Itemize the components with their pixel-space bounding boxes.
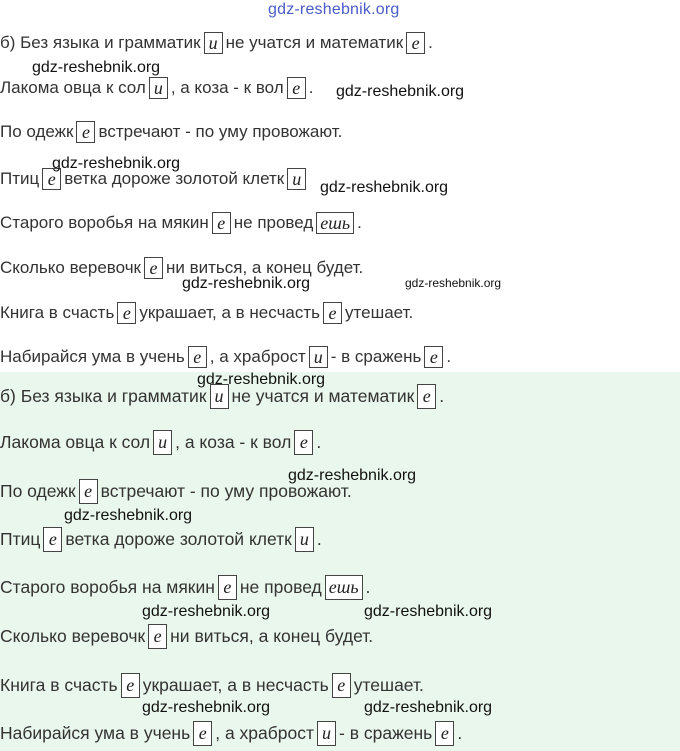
watermark: gdz-reshebnik.org	[336, 83, 465, 100]
line-text: Набирайся ума в учень	[0, 722, 191, 743]
line-text: .	[439, 385, 445, 406]
line-text: Птиц	[0, 528, 41, 549]
answer-box: е	[294, 430, 313, 455]
line-text: ветка дороже золотой клетк	[65, 528, 292, 549]
proverb-line	[0, 342, 451, 372]
answer-box: е	[148, 624, 167, 649]
line-text: .	[428, 33, 433, 52]
line-text: не учатся и математик	[225, 33, 404, 52]
proverb-line	[0, 427, 321, 457]
watermark: gdz-reshebnik.org	[182, 275, 311, 292]
line-text: - в сражень	[339, 722, 433, 743]
answer-box: ешь	[316, 212, 354, 234]
answer-box: е	[79, 479, 98, 504]
line-text: ни виться, а конец будет.	[170, 625, 374, 646]
answer-box: е	[121, 673, 140, 698]
answer-box: е	[424, 346, 443, 368]
answer-box: е	[406, 32, 425, 54]
answer-box: и	[153, 430, 172, 455]
line-text: Сколько веревочк	[0, 258, 141, 277]
line-text: встречают - по уму провожают.	[98, 122, 343, 141]
answer-box: е	[193, 721, 212, 746]
line-text: не учатся и математик	[231, 385, 415, 406]
answer-box: и	[317, 721, 336, 746]
answer-box: е	[144, 257, 163, 279]
line-text: Набирайся ума в учень	[0, 347, 185, 366]
line-text: Книга в счасть	[0, 674, 118, 695]
line-text: украшает, а в несчасть	[139, 303, 321, 322]
answer-box: е	[435, 721, 454, 746]
line-text: По одежк	[0, 480, 76, 501]
answer-box: и	[295, 527, 314, 552]
proverb-line	[0, 298, 413, 328]
answer-box: е	[117, 302, 136, 324]
answer-box: е	[42, 168, 61, 190]
watermark: gdz-reshebnik.org	[364, 603, 493, 620]
line-text: Старого воробья на мякин	[0, 213, 209, 232]
line-text: утешает.	[345, 303, 414, 322]
line-text: , а храброст	[215, 722, 315, 743]
line-text: украшает, а в несчасть	[142, 674, 329, 695]
line-text: Лакома овца к сол	[0, 78, 146, 97]
answer-box: е	[218, 575, 237, 600]
watermark: gdz-reshebnik.org	[142, 699, 271, 716]
watermark: gdz-reshebnik.org	[320, 179, 449, 196]
watermark: gdz-reshebnik.org	[288, 467, 417, 484]
line-text: .	[316, 528, 322, 549]
line-text: Книга в счасть	[0, 303, 115, 322]
answer-box: и	[204, 32, 223, 54]
line-text: .	[316, 431, 322, 452]
line-text: не провед	[233, 213, 314, 232]
answer-box: е	[76, 121, 95, 143]
line-text: , а храброст	[209, 347, 306, 366]
proverb-line	[0, 718, 462, 748]
proverb-line	[0, 572, 370, 602]
line-text: Старого воробья на мякин	[0, 576, 215, 597]
watermark: gdz-reshebnik.org	[364, 699, 493, 716]
proverb-line	[0, 670, 424, 700]
proverb-line	[0, 28, 433, 58]
line-text: Птиц	[0, 169, 40, 188]
proverb-line	[0, 524, 322, 554]
line-text: .	[446, 347, 452, 366]
line-text: По одежк	[0, 122, 74, 141]
answer-box: е	[287, 77, 306, 99]
exercise-section-bottom	[0, 372, 680, 751]
answer-box: и	[287, 168, 306, 190]
line-text: Сколько веревочк	[0, 625, 146, 646]
watermark: gdz-reshebnik.org	[64, 507, 193, 524]
line-text: утешает.	[353, 674, 424, 695]
answer-box: е	[212, 212, 231, 234]
answer-box: е	[188, 346, 207, 368]
proverb-line	[0, 117, 342, 147]
line-text: .	[457, 722, 463, 743]
proverb-line	[0, 208, 362, 238]
answer-box: и	[210, 384, 229, 409]
answer-box: е	[323, 302, 342, 324]
answer-box: ешь	[325, 575, 363, 600]
proverb-line	[0, 621, 373, 651]
line-text: .	[308, 78, 314, 97]
watermark: gdz-reshebnik.org	[197, 371, 326, 388]
answer-box: е	[332, 673, 351, 698]
watermark: gdz-reshebnik.org	[32, 59, 161, 76]
site-header-watermark: gdz-reshebnik.org	[268, 1, 400, 18]
line-text: , а коза - к вол	[175, 431, 292, 452]
line-text: не провед	[239, 576, 322, 597]
answer-box: е	[417, 384, 436, 409]
line-text: .	[365, 576, 371, 597]
line-text: встречают - по уму провожают.	[100, 480, 352, 501]
watermark: gdz-reshebnik.org	[52, 155, 181, 172]
line-text: б) Без языка и грамматик	[0, 33, 201, 52]
line-text: б) Без языка и грамматик	[0, 385, 207, 406]
line-text: , а коза - к вол	[170, 78, 284, 97]
watermark: gdz-reshebnik.org	[142, 603, 271, 620]
line-text: ветка дороже золотой клетк	[64, 169, 285, 188]
line-text: ни виться, а конец будет.	[166, 258, 364, 277]
proverb-line	[0, 73, 313, 103]
answer-box: и	[309, 346, 328, 368]
line-text: Лакома овца к сол	[0, 431, 151, 452]
line-text: .	[357, 213, 362, 232]
answer-box: и	[149, 77, 168, 99]
answer-box: е	[43, 527, 62, 552]
line-text: - в сражень	[330, 347, 422, 366]
watermark: gdz-reshebnik.org	[405, 276, 502, 290]
